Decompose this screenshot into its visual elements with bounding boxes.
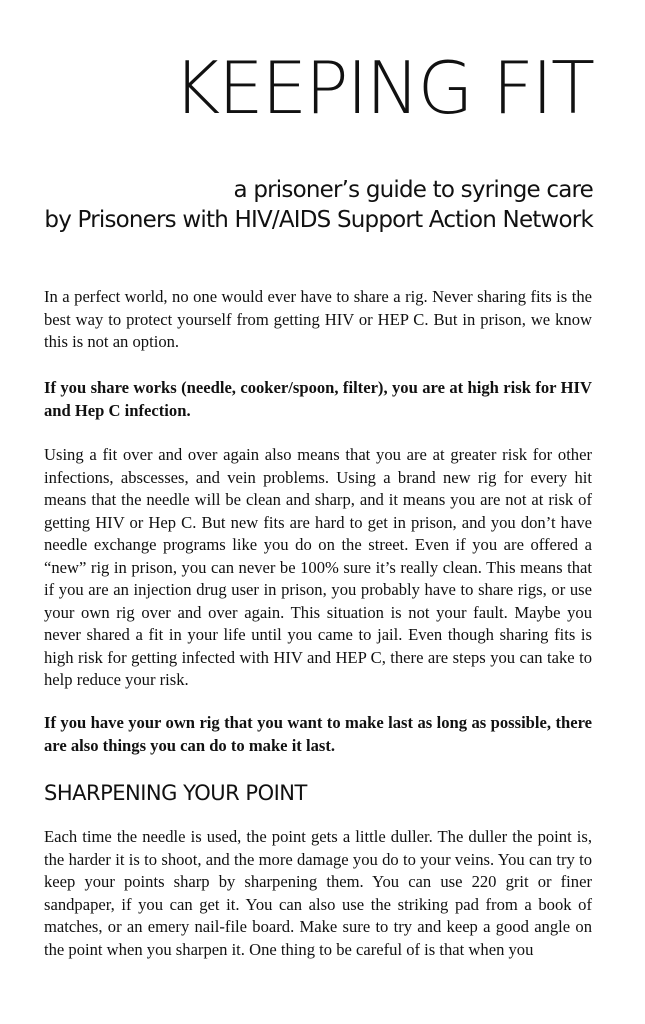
risk-warning-paragraph: If you share works (needle, cooker/spoon, filter), you are at high risk for HIV and Hep C infection. [44,378,592,420]
reuse-risk-paragraph: Using a fit over and over again also means that you are at greater risk for other infections, abscesses, and vein problems. Using a brand new rig for every hit means that the needle will be clean and sharp, and it means you are not at risk of getting HIV or Hep C. But new fits are hard to get in prison, and you don’t have needle exchange programs like you do on the street. Even if you are offered a “new” rig in prison, you can never be 100% sure it’s really clean. This means that if you are an injection drug user in prison, you probably have to share rigs, or use your own rig over and over again. This situation is not your fault. Maybe you never shared a fit in your life until you came to jail. Even though sharing fits is high risk for getting infected with HIV and HEP C, there are steps you can take to help reduce your risk. [44,445,592,689]
page-title: KEEPING FIT [172,46,593,130]
subtitle-line-2: by Prisoners with HIV/AIDS Support Action Network [44,207,593,233]
make-it-last-paragraph: If you have your own rig that you want to make last as long as possible, there are also things you can do to make it last. [44,713,592,755]
subtitle-line-1: a prisoner’s guide to syringe care [233,177,593,203]
sharpening-paragraph: Each time the needle is used, the point gets a little duller. The duller the point is, the harder it is to shoot, and the more damage you do to your veins. You can try to keep your points sharp by sharpening them. You can use 220 grit or finer sandpaper, if you can get it. You can also use the striking pad from a book of matches, or an emery nail-file board. Make sure to try and keep a good angle on the point when you sharpen it. One thing to be careful of is that when you [44,827,592,959]
section-heading: SHARPENING YOUR POINT [44,781,307,805]
intro-paragraph: In a perfect world, no one would ever have to share a rig. Never sharing fits is the best way to protect yourself from getting HIV or HEP C. But in prison, we know this is not an option. [44,287,592,351]
